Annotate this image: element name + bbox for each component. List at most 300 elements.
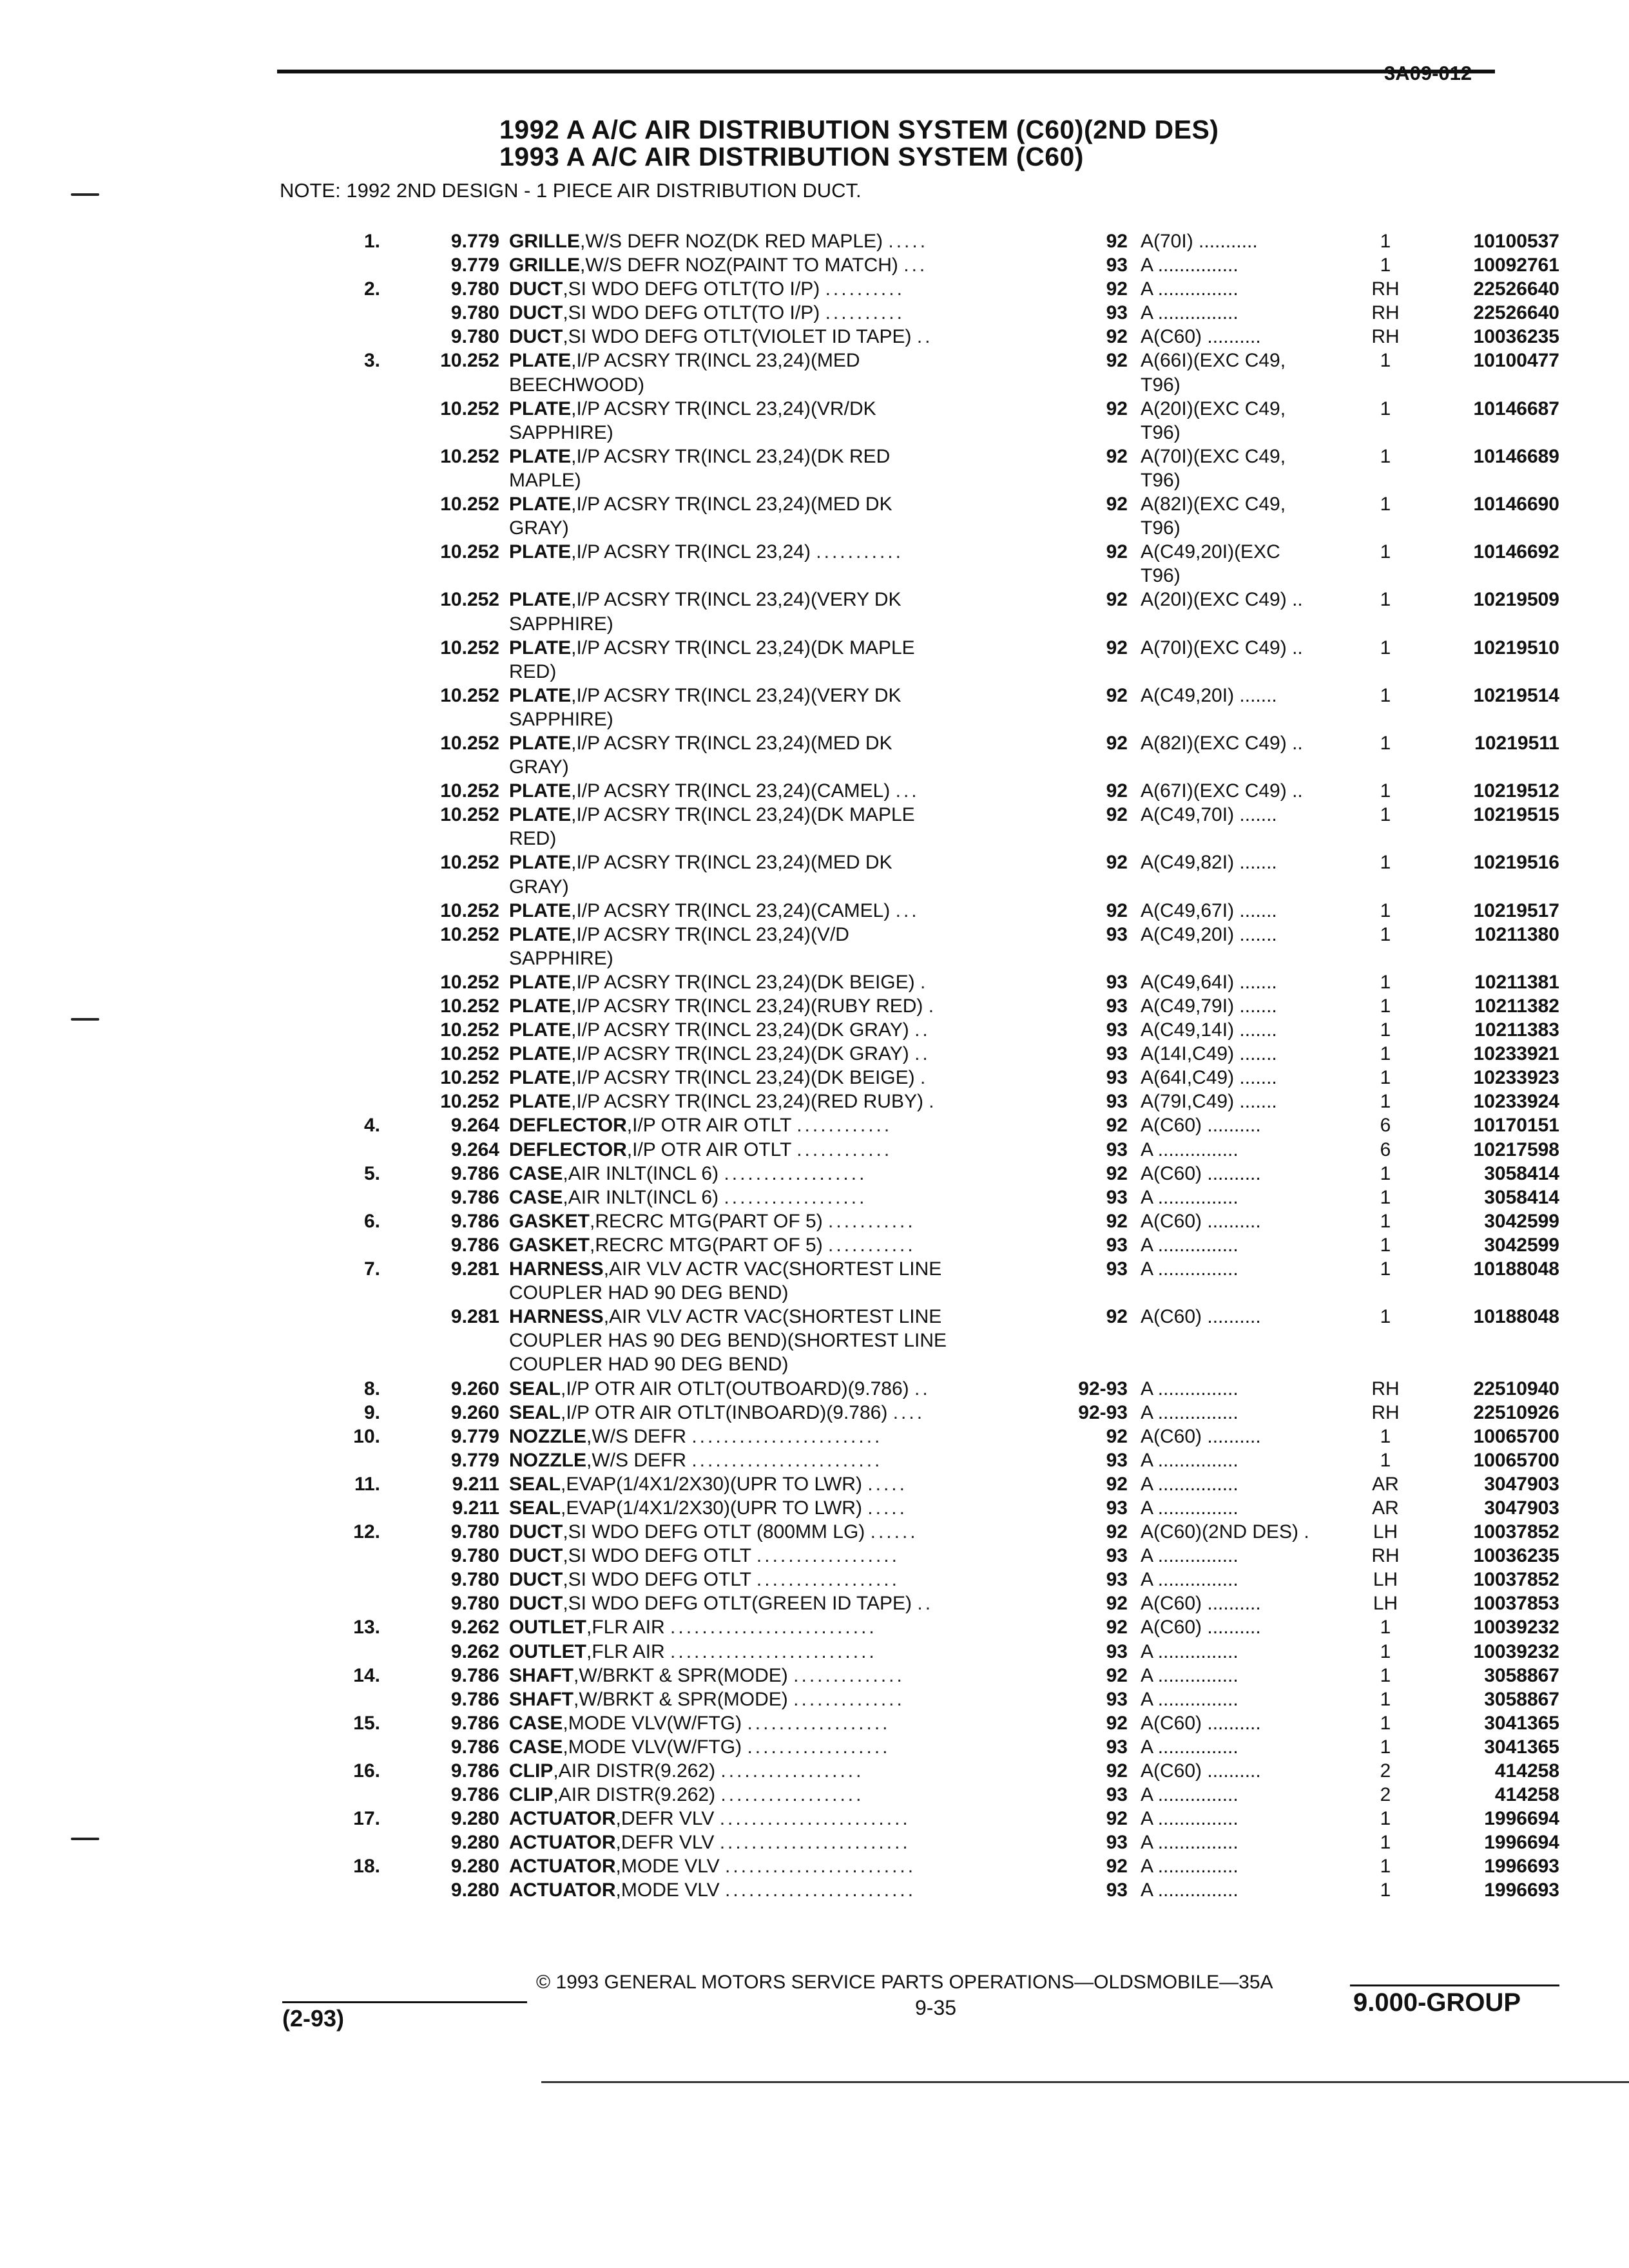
part-detail: ,RECRC MTG(PART OF 5) [590, 1234, 823, 1256]
group-number: 9.264 [450, 1139, 499, 1160]
table-row [0, 899, 1629, 923]
model-code: A(79I,C49) ....... [1141, 1091, 1277, 1113]
title-1993: 1993 A A/C AIR DISTRIBUTION SYSTEM (C60) [499, 142, 1084, 171]
model-year: 92 [1106, 1808, 1128, 1830]
model-year: 92 [1106, 1425, 1128, 1447]
part-description [509, 827, 1050, 850]
model-code: A ............... [1141, 1856, 1239, 1878]
model-code: A(C60) .......... [1141, 1760, 1261, 1782]
part-description [509, 731, 1050, 755]
part-description [509, 660, 1050, 684]
group-number: 9.786 [450, 1186, 499, 1208]
part-name: ACTUATOR [509, 1879, 616, 1901]
ref-number: 1. [363, 231, 380, 252]
quantity: 1 [1380, 1234, 1391, 1256]
table-row [0, 1783, 1629, 1807]
part-description [509, 1281, 1050, 1305]
part-name: CLIP [509, 1760, 554, 1782]
part-name: PLATE [509, 637, 572, 658]
part-number: 10100477 [1473, 350, 1559, 372]
table-row [0, 994, 1629, 1018]
leader-dots: .. [914, 1043, 930, 1065]
part-description [509, 1664, 1050, 1687]
table-row [0, 1615, 1629, 1639]
group-number: 10.252 [440, 804, 499, 826]
group-number: 9.260 [450, 1401, 499, 1423]
model-year: 92 [1106, 804, 1128, 826]
model-year: 92 [1106, 350, 1128, 372]
part-description [509, 1257, 1050, 1281]
table-row [0, 1831, 1629, 1854]
part-number: 10233921 [1473, 1043, 1559, 1065]
part-detail: BEECHWOOD) [509, 374, 644, 396]
table-row [0, 1425, 1629, 1448]
table-row [0, 1186, 1629, 1209]
table-row [0, 1352, 1629, 1376]
part-description [509, 1783, 1050, 1807]
model-code: A(C60) .......... [1141, 326, 1261, 348]
model-code: A(C49,79I) ....... [1141, 995, 1277, 1017]
model-code: A ............... [1141, 1664, 1239, 1686]
part-detail: ,RECRC MTG(PART OF 5) [590, 1210, 823, 1232]
part-number: 22526640 [1473, 278, 1559, 300]
table-row [0, 803, 1629, 827]
part-description [509, 1138, 1050, 1162]
table-row [0, 1042, 1629, 1066]
leader-dots: .. [916, 326, 933, 348]
part-number: 10219516 [1473, 852, 1559, 874]
part-description [509, 684, 1050, 707]
group-number: 9.780 [450, 1521, 499, 1543]
part-description [509, 1018, 1050, 1042]
table-row [0, 1807, 1629, 1831]
ref-number: 17. [353, 1808, 380, 1830]
quantity: 1 [1380, 494, 1391, 515]
part-name: PLATE [509, 1091, 572, 1113]
part-name: DUCT [509, 302, 563, 324]
quantity: 1 [1380, 1736, 1391, 1758]
part-number: 10036235 [1473, 326, 1559, 348]
group-number: 10.252 [440, 1091, 499, 1113]
part-detail: ,EVAP(1/4X1/2X30)(UPR TO LWR) [561, 1497, 862, 1519]
leader-dots: .................. [756, 1569, 900, 1591]
leader-dots: ..... [888, 231, 929, 252]
leader-dots: ........................ [719, 1832, 911, 1854]
quantity: 1 [1380, 1425, 1391, 1447]
part-detail: ,I/P OTR AIR OTLT [626, 1139, 791, 1160]
quantity: 1 [1380, 852, 1391, 874]
leader-dots: ........................ [719, 1808, 911, 1830]
model-code: A(C60) .......... [1141, 1425, 1261, 1447]
part-detail: ,I/P ACSRY TR(INCL 23,24)(DK BEIGE) [571, 971, 915, 993]
model-code: A(C49,64I) ....... [1141, 971, 1277, 993]
page-code: 3A09-012 [1384, 62, 1472, 84]
quantity: RH [1371, 1545, 1400, 1567]
leader-dots: .. [914, 1378, 930, 1399]
part-name: PLATE [509, 350, 572, 372]
model-code: A ............... [1141, 1808, 1239, 1830]
group-number: 9.280 [450, 1856, 499, 1878]
model-code: A(20I)(EXC C49, [1141, 398, 1286, 419]
table-row [0, 923, 1629, 947]
model-year: 92 [1106, 1162, 1128, 1184]
table-row [0, 1591, 1629, 1615]
part-name: ACTUATOR [509, 1808, 616, 1830]
part-number: 10100537 [1473, 231, 1559, 252]
ref-number: 6. [363, 1210, 380, 1232]
leader-dots: .......... [825, 302, 905, 324]
group-number: 9.211 [452, 1497, 499, 1519]
model-year: 92-93 [1078, 1401, 1128, 1423]
part-description [509, 588, 1050, 611]
part-number: 10219512 [1473, 780, 1559, 802]
table-row [0, 684, 1629, 707]
model-code: A ............... [1141, 1401, 1239, 1423]
part-detail: ,I/P ACSRY TR(INCL 23,24)(DK GRAY) [571, 1019, 909, 1041]
quantity: 1 [1380, 1067, 1391, 1089]
part-detail: RED) [509, 660, 557, 682]
part-number: 10217598 [1473, 1139, 1559, 1160]
part-description [509, 1233, 1050, 1257]
ref-number: 4. [363, 1115, 380, 1137]
part-description [509, 1113, 1050, 1137]
part-number: 3041365 [1484, 1736, 1559, 1758]
table-row [0, 277, 1629, 301]
part-detail: ,MODE VLV [615, 1879, 720, 1901]
part-detail: ,W/BRKT & SPR(MODE) [574, 1664, 788, 1686]
leader-dots: .................. [724, 1162, 867, 1184]
table-row [0, 1305, 1629, 1329]
leader-dots: ............ [796, 1139, 892, 1160]
group-number: 10.252 [440, 923, 499, 945]
table-row [0, 1711, 1629, 1735]
part-name: PLATE [509, 923, 572, 945]
quantity: 1 [1380, 445, 1391, 467]
quantity: 1 [1380, 995, 1391, 1017]
part-detail: ,I/P ACSRY TR(INCL 23,24)(MED DK [571, 494, 892, 515]
group-number: 9.780 [450, 1593, 499, 1615]
part-description [509, 1520, 1050, 1544]
part-number: 10065700 [1473, 1449, 1559, 1471]
group-number: 10.252 [440, 852, 499, 874]
part-name: DEFLECTOR [509, 1115, 627, 1137]
quantity: 1 [1380, 350, 1391, 372]
part-name: PLATE [509, 684, 572, 706]
model-code: A ............... [1141, 1879, 1239, 1901]
table-row [0, 1878, 1629, 1902]
part-description [509, 994, 1050, 1018]
part-name: DUCT [509, 1569, 563, 1591]
part-description [509, 803, 1050, 827]
model-code: A(66I)(EXC C49, [1141, 350, 1286, 372]
part-description [509, 1831, 1050, 1854]
group-number: 9.786 [450, 1736, 499, 1758]
part-detail: GRAY) [509, 517, 569, 539]
margin-mark [71, 193, 99, 196]
table-row [0, 325, 1629, 349]
ref-number: 10. [353, 1425, 380, 1447]
part-name: PLATE [509, 995, 572, 1017]
model-year: 92 [1106, 398, 1128, 419]
leader-dots: .................. [756, 1545, 900, 1567]
quantity: 1 [1380, 1449, 1391, 1471]
model-code: A(C49,82I) ....... [1141, 852, 1277, 874]
group-number: 10.252 [440, 1043, 499, 1065]
part-number: 1996693 [1484, 1879, 1559, 1901]
leader-dots: ... [895, 899, 920, 921]
group-number: 9.280 [450, 1832, 499, 1854]
group-number: 10.252 [440, 494, 499, 515]
part-detail: ,DEFR VLV [615, 1808, 715, 1830]
model-code: A(82I)(EXC C49, [1141, 494, 1286, 515]
part-name: SHAFT [509, 1688, 574, 1710]
ref-number: 16. [353, 1760, 380, 1782]
part-detail: ,W/S DEFR [586, 1449, 686, 1471]
group-number: 9.779 [450, 1449, 499, 1471]
part-detail: ,SI WDO DEFG OTLT(GREEN ID TAPE) [563, 1593, 912, 1615]
part-name: PLATE [509, 899, 572, 921]
footer-rule-right [1350, 1984, 1559, 1986]
part-detail: ,MODE VLV(W/FTG) [563, 1736, 742, 1758]
leader-dots: ...... [870, 1521, 918, 1543]
model-year: 92 [1106, 278, 1128, 300]
quantity: 1 [1380, 1306, 1391, 1328]
part-name: PLATE [509, 445, 572, 467]
part-detail: COUPLER HAD 90 DEG BEND) [509, 1354, 789, 1376]
leader-dots: .................. [720, 1784, 864, 1806]
part-detail: ,SI WDO DEFG OTLT(TO I/P) [563, 302, 820, 324]
quantity: 1 [1380, 1617, 1391, 1639]
part-name: GRILLE [509, 231, 580, 252]
group-number: 10.252 [440, 780, 499, 802]
part-description [509, 445, 1050, 468]
table-row [0, 755, 1629, 779]
part-detail: ,AIR DISTR(9.262) [553, 1784, 716, 1806]
part-description [509, 421, 1050, 445]
group-number: 10.252 [440, 445, 499, 467]
part-detail: ,SI WDO DEFG OTLT(VIOLET ID TAPE) [563, 326, 912, 348]
part-description [509, 1329, 1050, 1352]
part-detail: ,I/P OTR AIR OTLT(INBOARD)(9.786) [561, 1401, 888, 1423]
model-year: 92 [1106, 1115, 1128, 1137]
part-number: 3058414 [1484, 1186, 1559, 1208]
model-year: 92 [1106, 541, 1128, 563]
part-name: GASKET [509, 1234, 590, 1256]
model-code: A(64I,C49) ....... [1141, 1067, 1277, 1089]
part-description [509, 1711, 1050, 1735]
part-detail: ,I/P ACSRY TR(INCL 23,24)(RUBY RED) [571, 995, 923, 1017]
part-detail: ,W/S DEFR NOZ(DK RED MAPLE) [580, 231, 883, 252]
part-number: 10065700 [1473, 1425, 1559, 1447]
part-name: CLIP [509, 1784, 554, 1806]
quantity: 1 [1380, 971, 1391, 993]
part-detail: ,FLR AIR [586, 1640, 665, 1662]
model-year: 92 [1106, 1210, 1128, 1232]
quantity: 1 [1380, 1043, 1391, 1065]
model-year: 93 [1106, 1019, 1128, 1041]
quantity: 1 [1380, 899, 1391, 921]
model-code: A(C49,20I) ....... [1141, 684, 1277, 706]
quantity: AR [1372, 1473, 1399, 1495]
model-code: A(70I) ........... [1141, 231, 1258, 252]
part-detail: ,I/P ACSRY TR(INCL 23,24)(MED [571, 350, 860, 372]
model-year: 93 [1106, 923, 1128, 945]
leader-dots: . [920, 971, 929, 993]
part-description [509, 707, 1050, 731]
ref-number: 3. [363, 350, 380, 372]
part-name: PLATE [509, 1043, 572, 1065]
model-year: 93 [1106, 1139, 1128, 1160]
page-number: 9-35 [915, 1996, 957, 2019]
group-number: 9.786 [450, 1784, 499, 1806]
model-year: 93 [1106, 1545, 1128, 1567]
model-year: 92 [1106, 589, 1128, 611]
model-code: A(C60) .......... [1141, 1617, 1261, 1639]
part-name: SEAL [509, 1401, 561, 1423]
model-code: T96) [1141, 469, 1181, 491]
ref-number: 15. [353, 1712, 380, 1734]
ref-number: 12. [353, 1521, 380, 1543]
quantity: RH [1371, 302, 1400, 324]
table-row [0, 1162, 1629, 1186]
group-number: 9.780 [450, 326, 499, 348]
model-year: 92 [1106, 1712, 1128, 1734]
model-code: A(20I)(EXC C49) .. [1141, 589, 1303, 611]
group-number: 10.252 [440, 350, 499, 372]
quantity: 2 [1380, 1784, 1391, 1806]
table-row [0, 1640, 1629, 1664]
model-code: A ............... [1141, 302, 1239, 324]
leader-dots: ........... [816, 541, 903, 563]
ref-number: 2. [363, 278, 380, 300]
model-code: A(C49,14I) ....... [1141, 1019, 1277, 1041]
part-description [509, 1544, 1050, 1568]
quantity: RH [1371, 278, 1400, 300]
model-code: A(70I)(EXC C49, [1141, 445, 1286, 467]
title-1992: 1992 A A/C AIR DISTRIBUTION SYSTEM (C60)(2ND DES) [499, 115, 1219, 144]
group-number: 9.211 [452, 1473, 499, 1495]
model-code: A ............... [1141, 1449, 1239, 1471]
part-detail: ,DEFR VLV [615, 1832, 715, 1854]
part-detail: ,I/P ACSRY TR(INCL 23,24) [571, 541, 811, 563]
part-name: GRILLE [509, 255, 580, 276]
table-row [0, 947, 1629, 970]
quantity: 1 [1380, 923, 1391, 945]
part-detail: ,SI WDO DEFG OTLT [563, 1569, 751, 1591]
part-name: ACTUATOR [509, 1832, 616, 1854]
model-code: A(14I,C49) ....... [1141, 1043, 1277, 1065]
bottom-rule [541, 2081, 1629, 2083]
group-number: 9.786 [450, 1712, 499, 1734]
part-name: CASE [509, 1186, 563, 1208]
quantity: 6 [1380, 1139, 1391, 1160]
leader-dots: ........................ [691, 1425, 883, 1447]
part-number: 10188048 [1473, 1306, 1559, 1328]
part-name: CASE [509, 1736, 563, 1758]
part-detail: ,I/P ACSRY TR(INCL 23,24)(VERY DK [571, 684, 901, 706]
model-code: A(C60) .......... [1141, 1162, 1261, 1184]
part-number: 10039232 [1473, 1617, 1559, 1639]
part-detail: ,SI WDO DEFG OTLT(TO I/P) [563, 278, 820, 300]
group-number: 9.786 [450, 1210, 499, 1232]
model-code: A ............... [1141, 1640, 1239, 1662]
model-year: 93 [1106, 255, 1128, 276]
part-description [509, 1807, 1050, 1831]
model-year: 93 [1106, 1067, 1128, 1089]
quantity: 1 [1380, 1664, 1391, 1686]
part-description [509, 1496, 1050, 1520]
part-number: 10170151 [1473, 1115, 1559, 1137]
quantity: RH [1371, 1401, 1400, 1423]
leader-dots: ..... [867, 1473, 907, 1495]
part-name: NOZZLE [509, 1425, 586, 1447]
leader-dots: .................. [720, 1760, 864, 1782]
table-row [0, 707, 1629, 731]
quantity: 1 [1380, 231, 1391, 252]
part-number: 22510926 [1473, 1401, 1559, 1423]
leader-dots: .................. [747, 1712, 891, 1734]
part-detail: ,AIR VLV ACTR VAC(SHORTEST LINE [603, 1258, 942, 1280]
part-number: 10039232 [1473, 1640, 1559, 1662]
group-label: 9.000-GROUP [1353, 1988, 1521, 2017]
part-description [509, 277, 1050, 301]
model-code: T96) [1141, 421, 1181, 443]
part-description [509, 1735, 1050, 1759]
part-number: 1996694 [1484, 1832, 1559, 1854]
part-description [509, 1209, 1050, 1233]
part-name: PLATE [509, 852, 572, 874]
quantity: 1 [1380, 1688, 1391, 1710]
part-description [509, 492, 1050, 516]
quantity: 1 [1380, 589, 1391, 611]
part-detail: ,I/P OTR AIR OTLT [626, 1115, 791, 1137]
part-name: PLATE [509, 541, 572, 563]
part-detail: MAPLE) [509, 469, 581, 491]
part-description [509, 1066, 1050, 1090]
table-row [0, 636, 1629, 660]
model-year: 93 [1106, 995, 1128, 1017]
part-description [509, 850, 1050, 874]
model-year: 93 [1106, 1234, 1128, 1256]
model-year: 93 [1106, 302, 1128, 324]
part-description [509, 1472, 1050, 1496]
group-number: 9.786 [450, 1688, 499, 1710]
model-year: 92-93 [1078, 1378, 1128, 1399]
model-code: A(C60) .......... [1141, 1593, 1261, 1615]
table-row [0, 421, 1629, 445]
part-description [509, 325, 1050, 349]
leader-dots: ........... [828, 1234, 916, 1256]
quantity: 1 [1380, 1640, 1391, 1662]
part-name: PLATE [509, 804, 572, 826]
part-detail: ,I/P ACSRY TR(INCL 23,24)(DK BEIGE) [571, 1067, 915, 1089]
leader-dots: . [929, 1091, 937, 1113]
group-number: 10.252 [440, 398, 499, 419]
model-code: A(C60) .......... [1141, 1712, 1261, 1734]
part-detail: ,I/P ACSRY TR(INCL 23,24)(V/D [571, 923, 849, 945]
table-row [0, 253, 1629, 277]
quantity: 1 [1380, 1019, 1391, 1041]
model-year: 92 [1106, 445, 1128, 467]
part-number: 10219515 [1473, 804, 1559, 826]
part-number: 10219511 [1474, 732, 1559, 754]
part-description [509, 970, 1050, 994]
model-code: A ............... [1141, 1139, 1239, 1160]
group-number: 10.252 [440, 589, 499, 611]
part-detail: ,I/P ACSRY TR(INCL 23,24)(VR/DK [571, 398, 876, 419]
quantity: 1 [1380, 1091, 1391, 1113]
part-description [509, 1401, 1050, 1425]
